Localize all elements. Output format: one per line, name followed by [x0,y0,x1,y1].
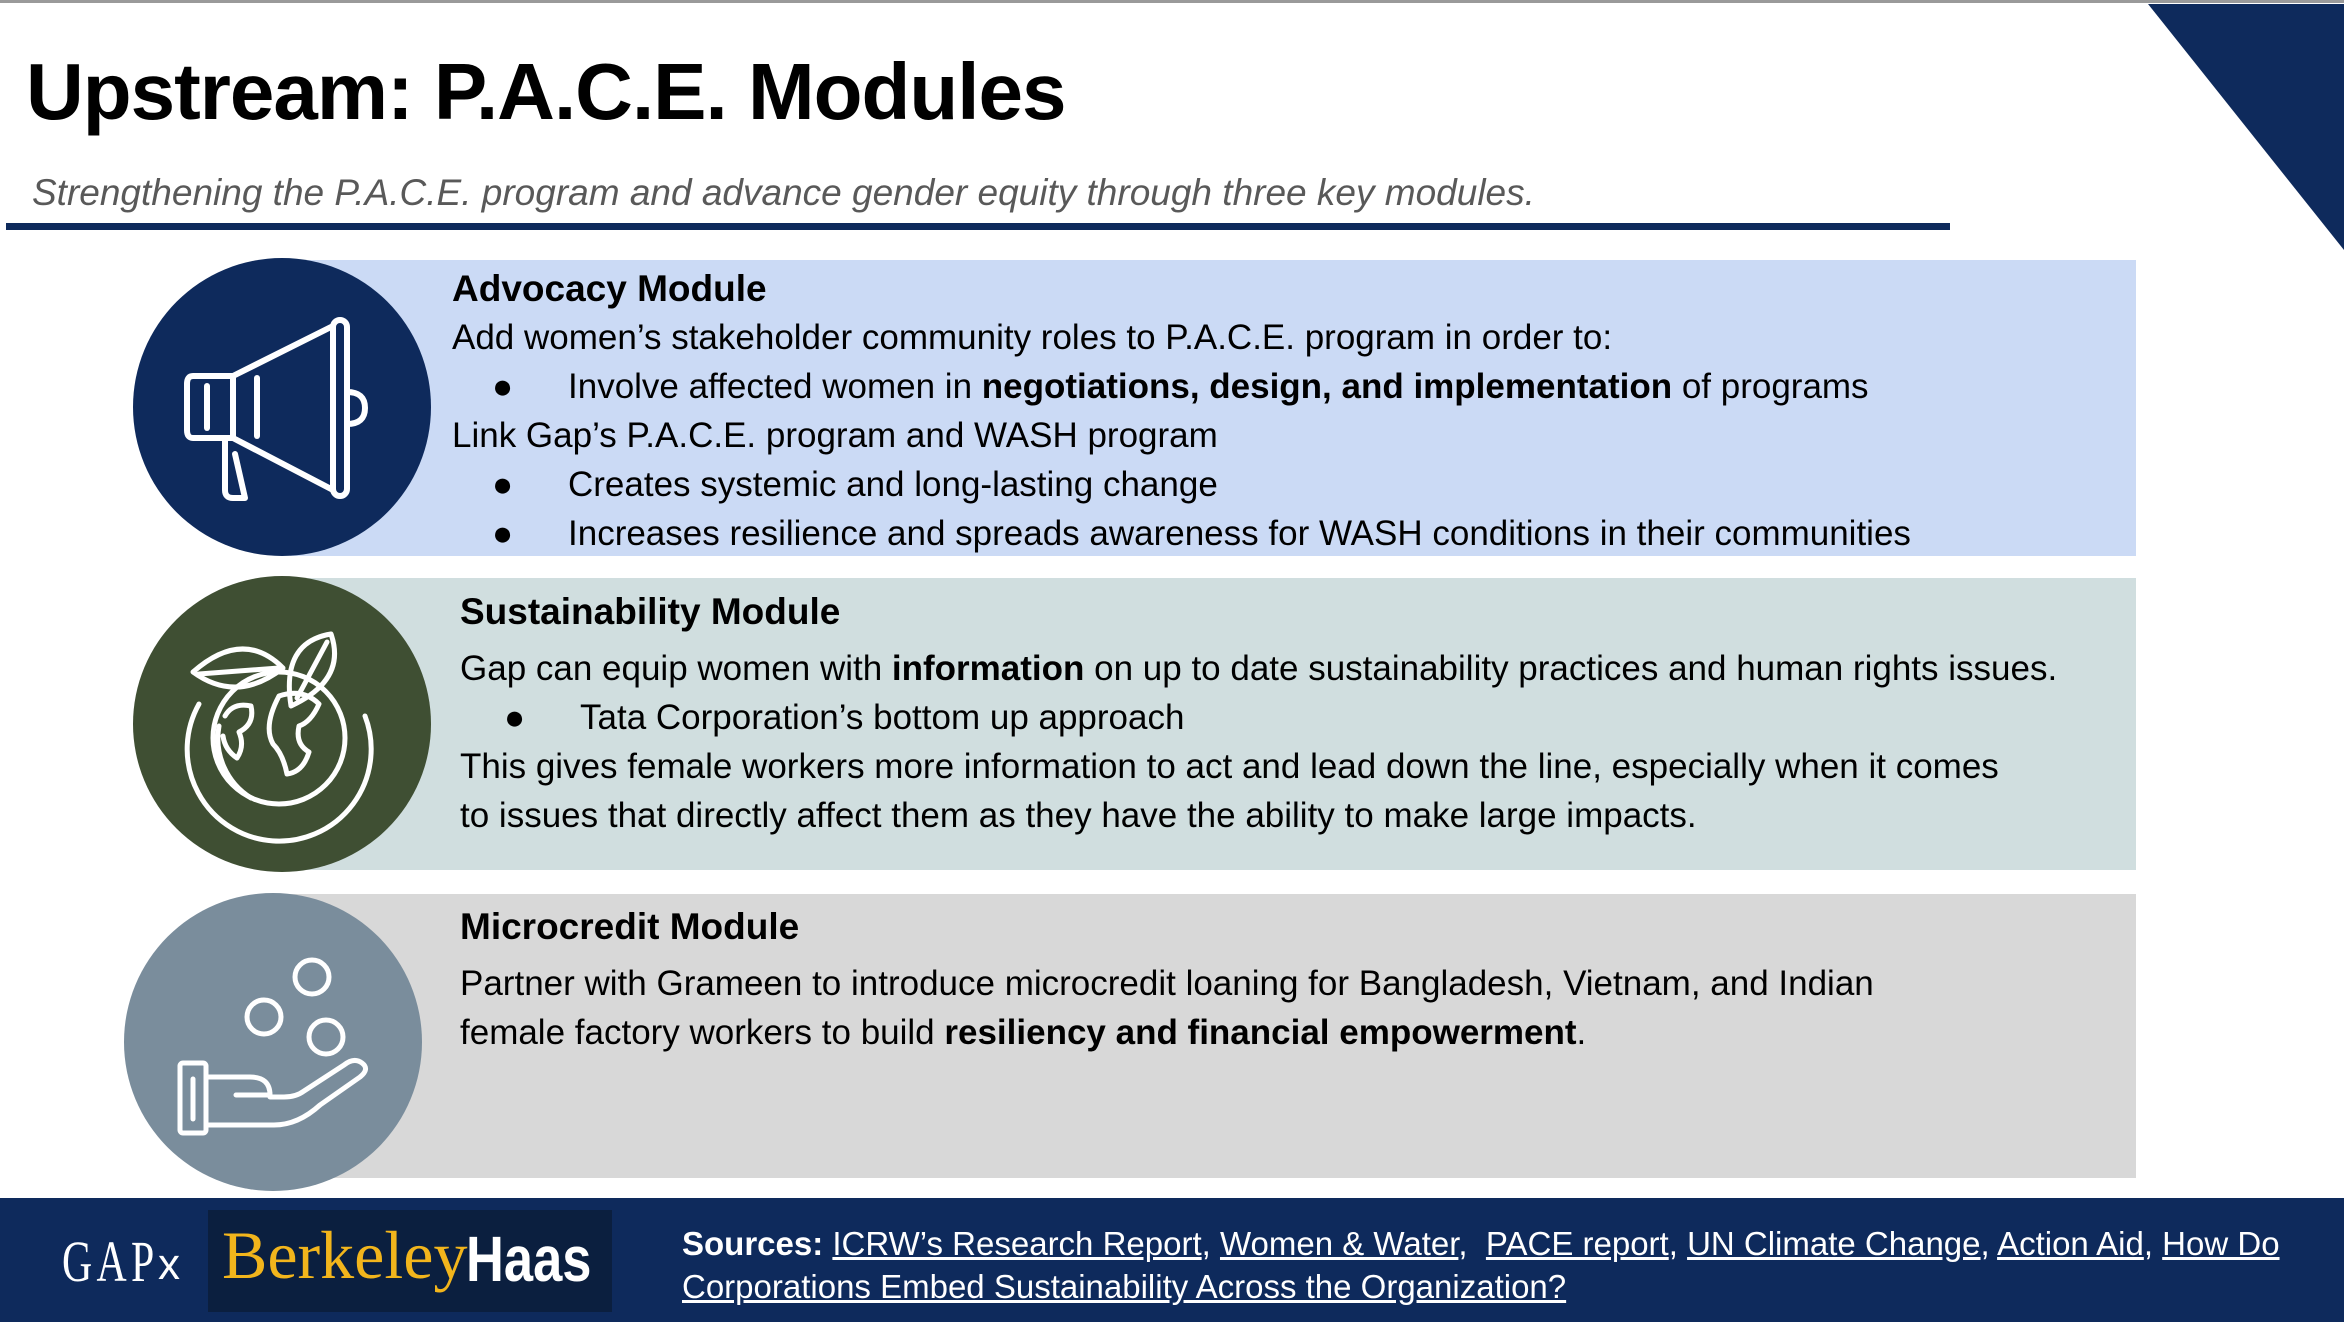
line-text: on up to date sustainability practices and human rights issues. [1084,649,2058,688]
line-bold-text: information [891,649,1085,688]
source-link[interactable]: How Do Corporations Embed Sustainability Across the Organization? [682,1225,2280,1305]
advocacy-line: Link Gap’s P.A.C.E. program and WASH program [452,416,1218,455]
advocacy-text [452,264,1911,558]
advocacy-icon-circle [133,258,431,556]
line-bold-text: resiliency and financial empowerment [944,1013,1577,1052]
source-link[interactable]: Women & Water [1219,1225,1459,1262]
sustainability-text [460,587,2057,840]
line-text: Gap can equip women with [460,649,892,688]
bullet-text: Tata Corporation’s bottom up approach [580,698,1185,737]
bullet-text: Creates systemic and long-lasting change [568,465,1218,504]
bullet-dot: ● [504,698,526,737]
source-link[interactable]: ICRW’s Research Report [832,1225,1202,1262]
microcredit-text [460,902,1874,1057]
corner-accent [2140,0,2344,250]
sources-label: Sources: [682,1225,824,1262]
gap-logo: GAP [62,1229,159,1294]
bullet-dot: ● [492,465,514,504]
page-title: Upstream: P.A.C.E. Modules [26,47,1066,136]
advocacy-bullet [452,460,1911,509]
line-text: female factory workers to build [460,1013,945,1052]
line-text: . [1576,1013,1587,1052]
globe-leaves-icon [133,576,431,872]
bullet-bold-text: negotiations, design, and implementation [981,367,1673,406]
bullet-dot: ● [492,514,514,553]
page-subtitle: Strengthening the P.A.C.E. program and advance gender equity through three key modules. [32,172,1535,213]
berkeley-wordmark: Berkeley [222,1217,468,1293]
sustainability-bullet [460,693,2057,742]
microcredit-icon-circle [124,893,422,1191]
top-border [0,0,2344,3]
megaphone-icon [133,258,431,556]
title-underline [6,223,1950,230]
sustainability-icon-circle [133,576,431,872]
hand-coins-icon [124,893,422,1191]
source-link[interactable]: Action Aid [1997,1225,2144,1262]
advocacy-bullet [452,509,1911,558]
advocacy-heading: Advocacy Module [452,268,767,309]
microcredit-heading: Microcredit Module [460,906,800,947]
sustainability-line: This gives female workers more information to act and lead down the line, especially when it comes [460,747,1999,786]
microcredit-line [460,1008,1874,1057]
logo-separator: x [158,1240,180,1289]
advocacy-bullet [452,362,1911,411]
bullet-text: Involve affected women in [568,367,982,406]
sustainability-heading: Sustainability Module [460,591,841,632]
microcredit-line: Partner with Grameen to introduce microcredit loaning for Bangladesh, Vietnam, and Indian [460,964,1874,1003]
advocacy-line: Add women’s stakeholder community roles to P.A.C.E. program in order to: [452,318,1613,357]
source-link[interactable]: PACE report [1485,1225,1669,1262]
source-link[interactable]: UN Climate Change [1687,1225,1981,1262]
haas-wordmark: Haas [466,1223,592,1295]
bullet-dot: ● [492,367,514,406]
bullet-text: Increases resilience and spreads awareness for WASH conditions in their communities [568,514,1911,553]
sustainability-line [460,644,2057,693]
sustainability-line: to issues that directly affect them as they have the ability to make large impacts. [460,796,1697,835]
sources: Sources: ICRW’s Research Report, Women & Water, PACE report, UN Climate Change, Action Aid, How Do Corporations Embed Sustainability Across the Organization? [682,1225,2280,1305]
bullet-text: of programs [1672,367,1869,406]
